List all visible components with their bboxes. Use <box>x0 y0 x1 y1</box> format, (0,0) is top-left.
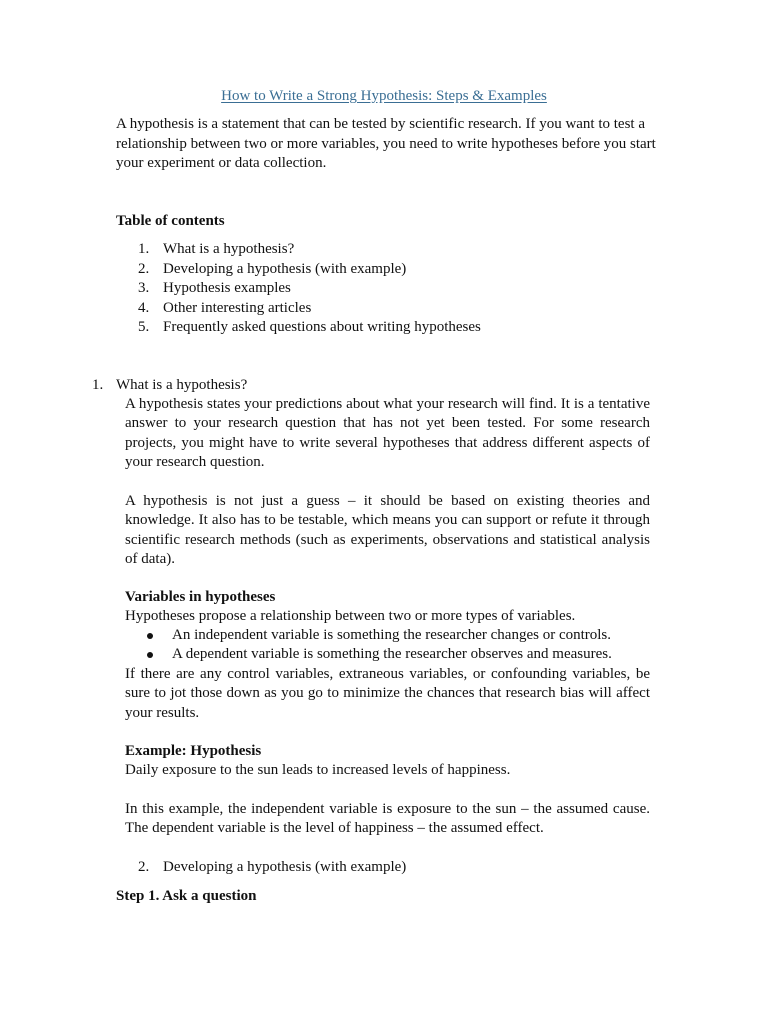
toc-item <box>138 279 481 299</box>
toc-item-label: Hypothesis examples <box>163 280 291 296</box>
section-1-paragraph-1: A hypothesis states your predictions about what your research will find. It is a tentative answer to your research question that has not yet been tested. For some research projects, you might have to write several hypotheses that address different aspects of your research question. <box>125 396 650 471</box>
toc-item <box>138 240 481 260</box>
toc-item-number: 2. <box>138 260 150 277</box>
table-of-contents <box>138 240 481 338</box>
toc-item <box>138 260 481 280</box>
toc-item-number: 4. <box>138 299 150 316</box>
toc-item-label: Other interesting articles <box>163 299 312 316</box>
list-item-text: A dependent variable is something the researcher observes and measures. <box>172 646 612 663</box>
section-title: Developing a hypothesis (with example) <box>163 859 407 875</box>
variables-intro: Hypotheses propose a relationship between two or more types of variables. <box>125 608 576 624</box>
document-title[interactable]: How to Write a Strong Hypothesis: Steps & Examples <box>221 88 547 104</box>
toc-item-number: 1. <box>138 241 150 257</box>
example-text: Daily exposure to the sun leads to increased levels of happiness. <box>125 762 511 778</box>
toc-item-number: 3. <box>138 280 150 296</box>
toc-item-label: What is a hypothesis? <box>163 241 295 257</box>
toc-item-label: Frequently asked questions about writing hypotheses <box>163 319 481 335</box>
variables-list <box>125 626 612 665</box>
toc-item-number: 5. <box>138 319 150 335</box>
list-item <box>125 626 612 645</box>
variables-after: If there are any control variables, extraneous variables, or confounding variables, be sure to jot those down as you go to minimize the chances that research bias will affect your results. <box>125 666 650 721</box>
bullet-icon <box>147 633 153 639</box>
toc-item-label: Developing a hypothesis (with example) <box>163 260 407 277</box>
section-title: What is a hypothesis? <box>116 377 248 393</box>
variables-heading: Variables in hypotheses <box>125 589 276 605</box>
intro-paragraph: A hypothesis is a statement that can be tested by scientific research. If you want to test a relationship between two or more variables, you need to write hypotheses before you start your experiment or data collection. <box>116 116 656 171</box>
step-1-heading: Step 1. Ask a question <box>116 888 257 904</box>
section-number: 1. <box>92 377 104 393</box>
toc-item <box>138 299 481 319</box>
toc-item <box>138 318 481 338</box>
list-item <box>125 645 612 664</box>
section-1-paragraph-2: A hypothesis is not just a guess – it should be based on existing theories and knowledge. It also has to be testable, which means you can support or refute it through scientific research methods (such as experiments, observations and statistical analysis of data). <box>125 493 650 568</box>
list-item-text: An independent variable is something the researcher changes or controls. <box>172 627 612 643</box>
section-1-heading <box>92 376 247 395</box>
section-number: 2. <box>138 859 150 875</box>
toc-heading: Table of contents <box>116 213 225 229</box>
example-heading: Example: Hypothesis <box>125 743 262 759</box>
section-2-heading <box>138 858 406 877</box>
bullet-icon <box>147 652 153 658</box>
example-explanation: In this example, the independent variable is exposure to the sun – the assumed cause. The dependent variable is the level of happiness – the assumed effect. <box>125 801 650 837</box>
